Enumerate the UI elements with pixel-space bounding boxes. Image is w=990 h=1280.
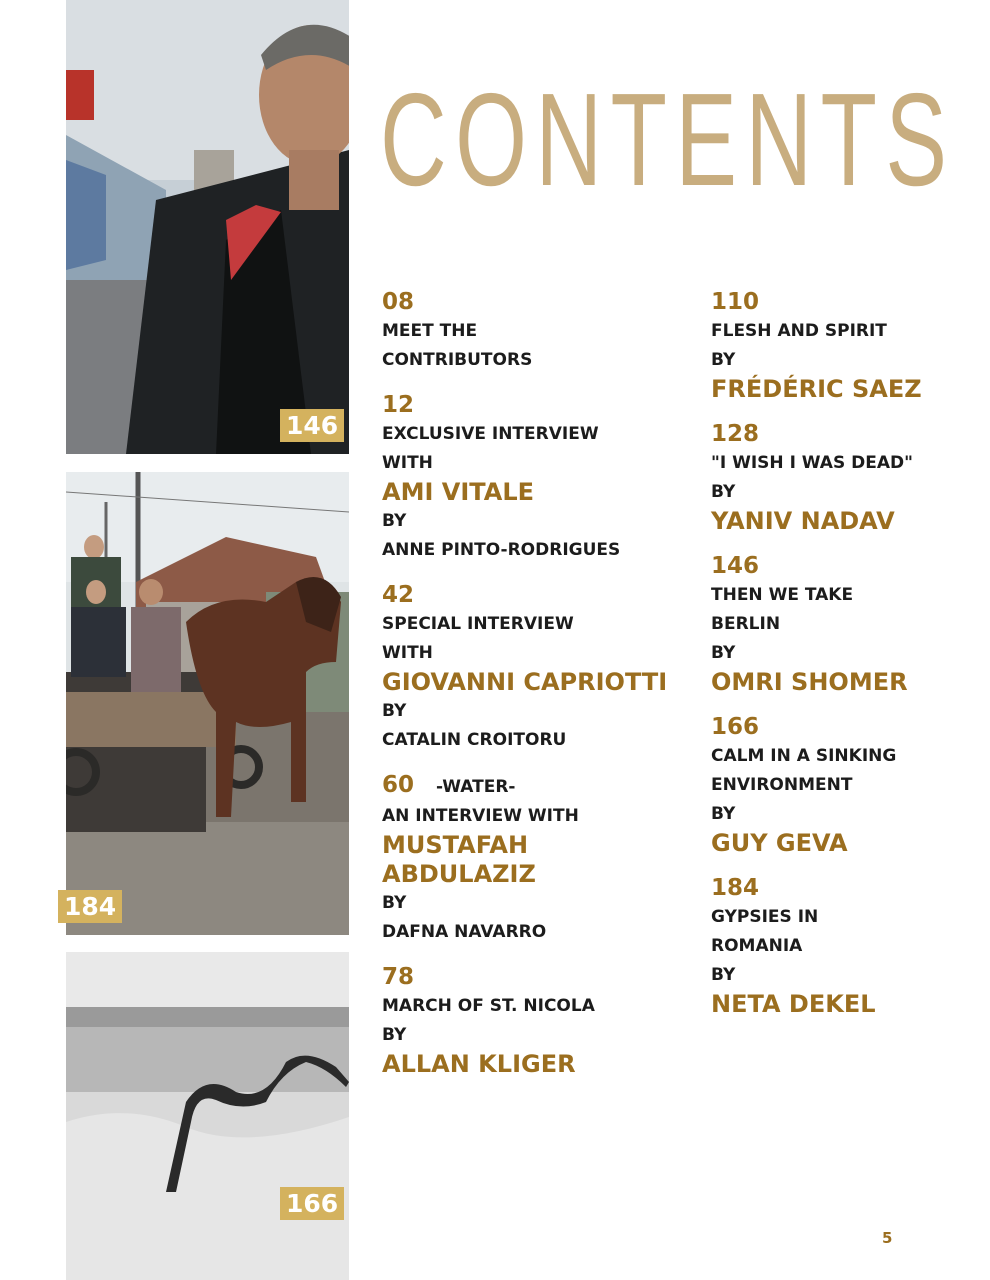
entry-page-number: 110 (711, 289, 760, 315)
entry-title-line: "I WISH I WAS DEAD" (711, 453, 913, 473)
entry-author: NETA DEKEL (711, 990, 876, 1018)
entry-page-number: 42 (382, 582, 415, 608)
photo-salt-landscape-image (66, 952, 349, 1280)
entry-by-label: BY (711, 804, 736, 824)
photo-page-badge: 166 (280, 1187, 344, 1220)
photo-salt-landscape (66, 952, 349, 1280)
entry-title-line: EXCLUSIVE INTERVIEW (382, 424, 599, 444)
contents-entry[interactable] (711, 713, 981, 858)
entry-title-line: WITH (382, 453, 433, 473)
entry-page-number: 146 (711, 553, 760, 579)
entry-featured-name: GIOVANNI CAPRIOTTI (382, 668, 668, 696)
entry-by-label: BY (382, 1025, 407, 1045)
entry-author: YANIV NADAV (711, 507, 895, 535)
photo-horse-cart (66, 472, 349, 935)
entry-page-number-row (382, 771, 702, 802)
entry-by-label: BY (711, 482, 736, 502)
entry-by-label: BY (711, 965, 736, 985)
contents-entry[interactable] (382, 771, 702, 947)
entry-by-label: BY (382, 893, 407, 913)
entry-by-label: BY (711, 350, 736, 370)
entry-title-line: CALM IN A SINKING (711, 746, 897, 766)
contents-entry[interactable] (382, 581, 702, 755)
entry-author: FRÉDÉRIC SAEZ (711, 375, 922, 403)
entry-title-line: ROMANIA (711, 936, 803, 956)
entry-page-number: 184 (711, 875, 760, 901)
entry-byline: CATALIN CROITORU (382, 730, 567, 750)
contents-column-right (711, 288, 981, 1035)
entry-title-line: MEET THE (382, 321, 478, 341)
photo-page-badge: 146 (280, 409, 344, 442)
entry-page-number: 78 (382, 964, 415, 990)
contents-entry[interactable] (711, 420, 981, 536)
contents-column-left (382, 288, 702, 1095)
entry-page-number: 60 (382, 772, 415, 798)
page-title: CONTENTS (380, 66, 956, 213)
page-number: 5 (882, 1229, 893, 1247)
entry-author: ALLAN KLIGER (382, 1050, 576, 1078)
entry-title-line: THEN WE TAKE (711, 585, 854, 605)
photo-man-berlin (66, 0, 349, 454)
contents-entry[interactable] (382, 288, 702, 375)
entry-page-number: 08 (382, 289, 415, 315)
entry-title-line: BERLIN (711, 614, 781, 634)
contents-entry[interactable] (711, 874, 981, 1019)
entry-page-number: 166 (711, 714, 760, 740)
entry-title-line: CONTRIBUTORS (382, 350, 533, 370)
entry-featured-name: ABDULAZIZ (382, 860, 536, 888)
entry-featured-name: AMI VITALE (382, 478, 535, 506)
contents-entry[interactable] (711, 288, 981, 404)
photo-page-badge: 184 (58, 890, 122, 923)
entry-title-line: SPECIAL INTERVIEW (382, 614, 574, 634)
entry-byline: DAFNA NAVARRO (382, 922, 547, 942)
entry-by-label: BY (382, 511, 407, 531)
entry-title-line: WITH (382, 643, 433, 663)
entry-title-line: MARCH OF ST. NICOLA (382, 996, 595, 1016)
entry-title-line: AN INTERVIEW WITH (382, 806, 579, 826)
entry-featured-name: MUSTAFAH (382, 831, 529, 859)
entry-title-line: GYPSIES IN (711, 907, 819, 927)
photo-horse-cart-image (66, 472, 349, 935)
entry-title-line: FLESH AND SPIRIT (711, 321, 887, 341)
entry-by-label: BY (711, 643, 736, 663)
entry-page-number: 12 (382, 392, 415, 418)
contents-entry[interactable] (382, 963, 702, 1079)
entry-author: OMRI SHOMER (711, 668, 908, 696)
entry-page-number: 128 (711, 421, 760, 447)
entry-by-label: BY (382, 701, 407, 721)
entry-title-line: ENVIRONMENT (711, 775, 853, 795)
contents-entry[interactable] (711, 552, 981, 697)
entry-author: GUY GEVA (711, 829, 848, 857)
entry-subtitle: -WATER- (436, 777, 516, 797)
photo-man-berlin-image (66, 0, 349, 454)
entry-byline: ANNE PINTO-RODRIGUES (382, 540, 621, 560)
contents-entry[interactable] (382, 391, 702, 565)
